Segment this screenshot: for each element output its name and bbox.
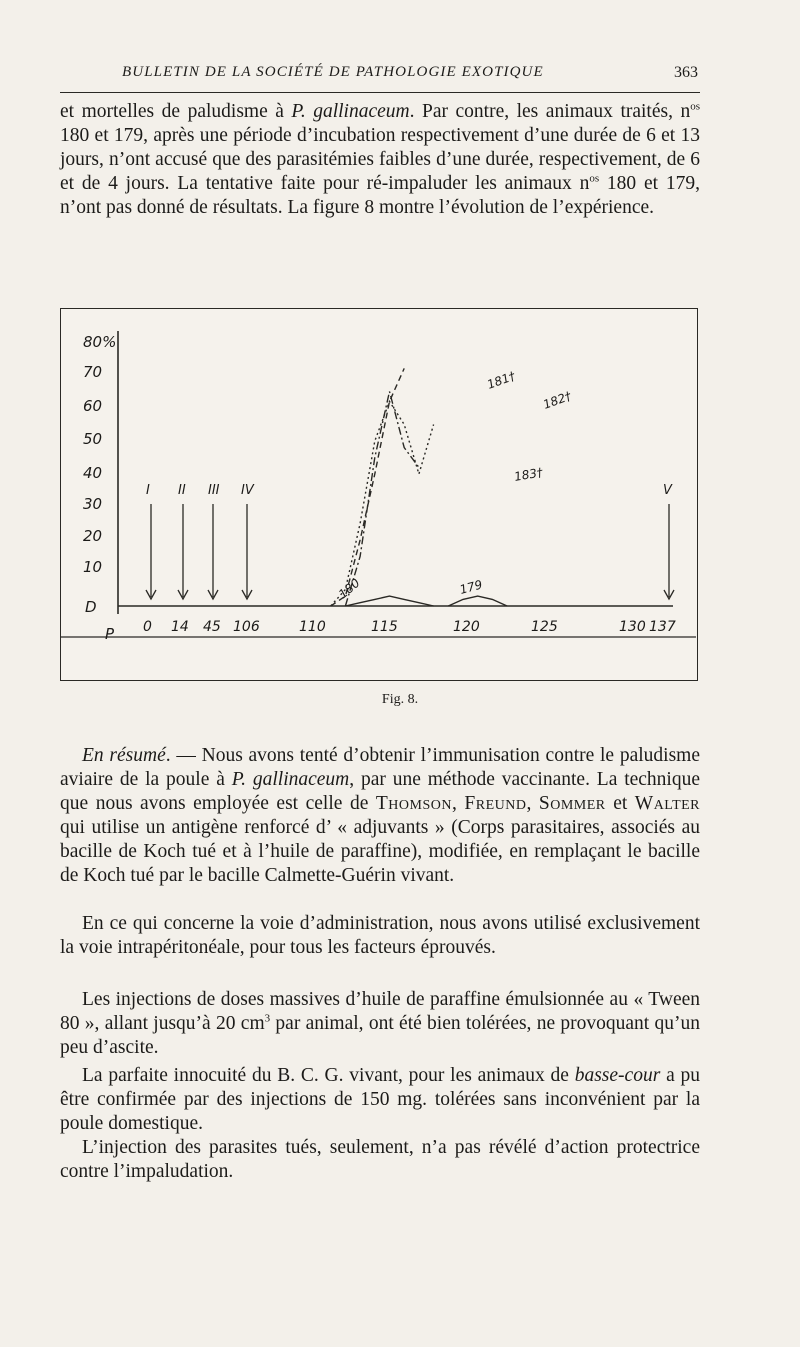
paragraph-text: par animal, ont été bien tolérées, ne provoquant qu’un peu d’ascite. bbox=[60, 1013, 701, 1058]
y-tick-label: 70 bbox=[83, 363, 103, 381]
separator: , bbox=[526, 793, 539, 814]
separator: , bbox=[451, 793, 465, 814]
paragraph-text: . Par contre, les animaux traités, n bbox=[409, 101, 691, 122]
superscript: 3 bbox=[264, 1012, 271, 1025]
figure-8 bbox=[60, 308, 698, 681]
x-tick-label: 106 bbox=[233, 619, 260, 635]
italic-term: basse-cour bbox=[574, 1065, 661, 1086]
y-tick-label: 40 bbox=[83, 464, 103, 482]
series-line-181 bbox=[331, 368, 405, 606]
section-lead: En résumé bbox=[82, 745, 166, 766]
paragraph-text: L’injection des parasites tués, seulement, n’a pas révélé d’action protectrice contre l’impaludation. bbox=[60, 1137, 700, 1182]
paragraph-text: , par une méthode vaccinante. La technique que nous avons employée est celle de bbox=[60, 769, 700, 814]
paragraph-text: Les injections de doses massives d’huile de paraffine émulsionnée au « Tween 80 », allant jusqu’à 20 cm bbox=[60, 989, 700, 1034]
series-line-180 bbox=[345, 596, 433, 606]
p-label: P bbox=[105, 625, 115, 643]
page-number: 363 bbox=[674, 64, 698, 81]
y-tick-label: 50 bbox=[83, 430, 103, 448]
parasitemia-chart bbox=[61, 309, 696, 679]
injection-label: IV bbox=[241, 483, 254, 498]
page-header bbox=[60, 58, 700, 93]
x-tick-label: 45 bbox=[203, 619, 221, 635]
x-tick-label: 14 bbox=[171, 619, 189, 635]
paragraph-administration bbox=[60, 912, 700, 960]
paragraph-text: a pu être confirmée par des injections de 150 mg. tolérées sans inconvénient par la poule domestique. bbox=[60, 1065, 700, 1134]
injection-label: III bbox=[208, 483, 220, 498]
series-label-182: 182† bbox=[541, 388, 574, 412]
paragraph-text: . — Nous avons tenté d’obtenir l’immunisation contre le paludisme aviaire de la poule à bbox=[60, 745, 700, 790]
x-tick-label: 130 bbox=[619, 619, 646, 635]
y-tick-label: 20 bbox=[83, 527, 103, 545]
paragraph-text: En ce qui concerne la voie d’administration, nous avons utilisé exclusivement la voie intrapéritonéale, pour tous les facteurs éprouvés. bbox=[60, 913, 700, 958]
series-label-183: 183† bbox=[513, 465, 544, 484]
injection-label: II bbox=[178, 483, 186, 498]
paragraph-text: 180 et 179, après une période d’incubation respectivement d’une durée de 6 et 13 jours, n’ont accusé que des parasitémies faibles d’une durée, respectivement, de 6 et de 4 jours. La tentative faite pour ré-impaluder les animaux n bbox=[60, 125, 700, 194]
series-line-182 bbox=[331, 401, 434, 606]
y-tick-label: 10 bbox=[83, 558, 103, 576]
paragraph-injections bbox=[60, 988, 700, 1060]
separator: et bbox=[605, 793, 635, 814]
paragraph-text: 180 et 179, n’ont pas donné de résultats. La figure 8 montre l’évolution de l’expérience. bbox=[60, 173, 700, 218]
figure-caption: Fig. 8. bbox=[381, 692, 419, 707]
paragraph-summary bbox=[60, 744, 700, 888]
x-tick-label: 115 bbox=[371, 619, 398, 635]
superscript: os bbox=[690, 100, 701, 113]
y-tick-label: 60 bbox=[83, 397, 103, 415]
series-line-179 bbox=[448, 596, 507, 606]
paragraph-text: et mortelles de paludisme à bbox=[60, 101, 292, 122]
x-tick-label: 110 bbox=[299, 619, 326, 635]
species-name: P. gallinaceum bbox=[291, 101, 410, 122]
x-tick-label: 0 bbox=[143, 619, 152, 635]
series-label-179: 179 bbox=[458, 577, 484, 597]
author-name: Walter bbox=[634, 793, 701, 814]
series-label-180: 180 bbox=[335, 575, 363, 602]
x-tick-label: 137 bbox=[649, 619, 676, 635]
author-name: Sommer bbox=[538, 793, 606, 814]
x-tick-label: 120 bbox=[453, 619, 480, 635]
paragraph-text: La parfaite innocuité du B. C. G. vivant, pour les animaux de bbox=[82, 1065, 575, 1086]
y-tick-label: 30 bbox=[83, 495, 103, 513]
author-name: Freund bbox=[464, 793, 527, 814]
species-name: P. gallinaceum bbox=[231, 769, 350, 790]
paragraph-text: qui utilise un antigène renforcé d’ « adjuvants » (Corps parasitaires, associés au bacille de Koch tué et à l’huile de paraffine), modifiée, en remplaçant le bacille de Koch tué par le bacille Calmette-Guérin vivant. bbox=[60, 817, 700, 886]
injection-label: V bbox=[663, 483, 672, 498]
author-name: Thomson bbox=[375, 793, 452, 814]
series-label-181: 181† bbox=[485, 368, 518, 392]
y-tick-label: 80% bbox=[83, 333, 117, 351]
series-line-183 bbox=[345, 392, 419, 607]
y-tick-label: D bbox=[85, 598, 97, 616]
running-title: BULLETIN DE LA SOCIÉTÉ DE PATHOLOGIE EXOTIQUE bbox=[122, 64, 544, 80]
paragraph-intro bbox=[60, 100, 700, 220]
paragraph-conclusion bbox=[60, 1136, 700, 1184]
superscript: os bbox=[589, 172, 600, 185]
injection-label: I bbox=[146, 483, 150, 498]
x-tick-label: 125 bbox=[531, 619, 558, 635]
paragraph-bcg bbox=[60, 1064, 700, 1136]
